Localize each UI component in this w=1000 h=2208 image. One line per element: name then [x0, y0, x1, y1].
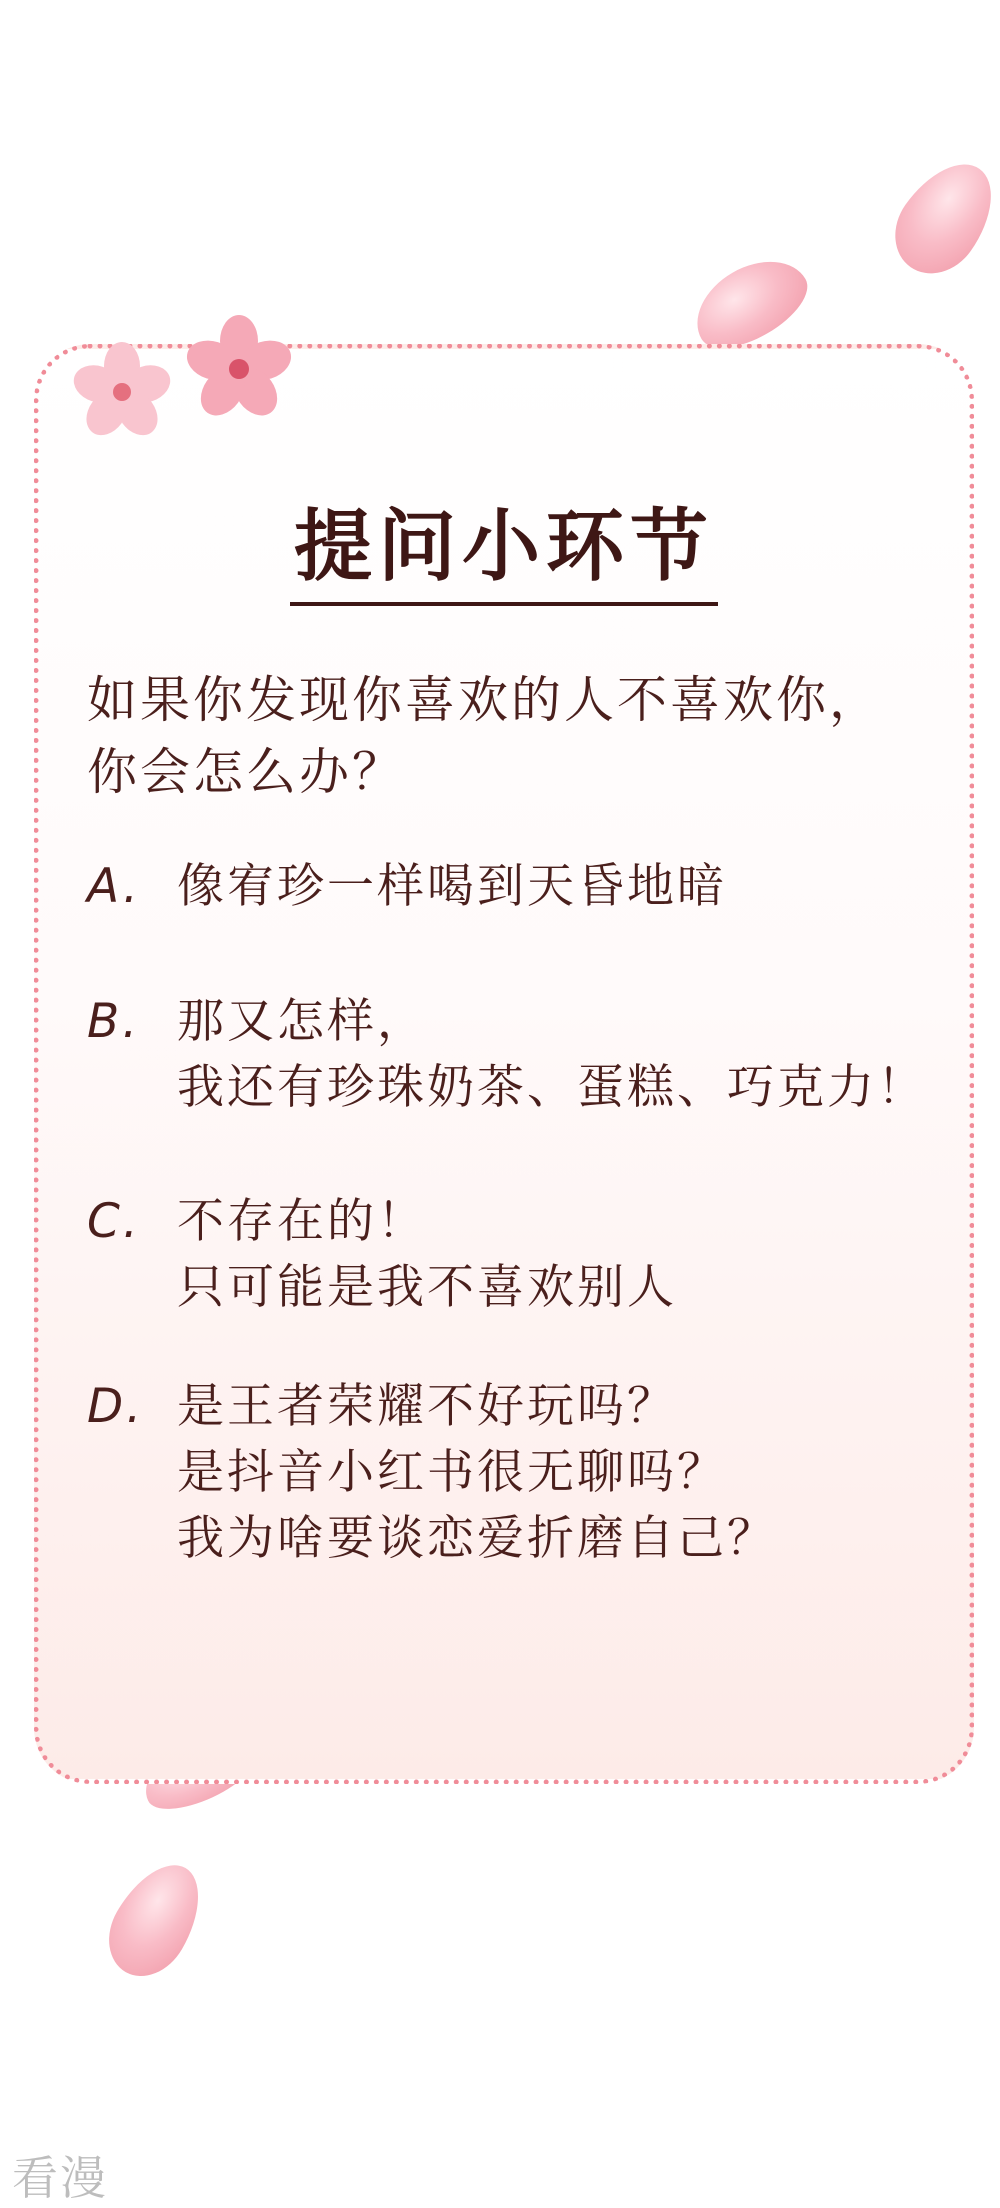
- option-line: 我为啥要谈恋爱折磨自己？: [177, 1511, 777, 1566]
- option-line: 不存在的！: [177, 1194, 427, 1249]
- watermark-logo: 看漫: [12, 2151, 108, 2205]
- question-line: 你会怎么办？: [87, 743, 405, 801]
- question-card: [34, 344, 974, 1784]
- option-letter: D.: [87, 1379, 145, 1434]
- title-text: 提问小环节: [290, 484, 718, 606]
- option-line: 只可能是我不喜欢别人: [177, 1260, 677, 1315]
- blossom-icon: [67, 337, 177, 447]
- option-line: 是抖音小红书很无聊吗？: [177, 1445, 727, 1500]
- page-title: [39, 484, 969, 606]
- option-line: 我还有珍珠奶茶、蛋糕、巧克力！: [177, 1060, 927, 1115]
- blossom-icon: [179, 309, 299, 429]
- option-letter: C.: [87, 1194, 141, 1249]
- option-letter: B.: [87, 994, 141, 1049]
- petal-decoration: [93, 1849, 218, 1990]
- option-line: 那又怎样，: [177, 994, 427, 1049]
- petal-decoration: [878, 146, 1000, 290]
- question-text: [87, 664, 947, 808]
- question-line: 如果你发现你喜欢的人不喜欢你，: [87, 671, 882, 729]
- option-letter: A.: [87, 859, 141, 914]
- option-line: 像宥珍一样喝到天昏地暗: [177, 859, 727, 914]
- option-line: 是王者荣耀不好玩吗？: [177, 1379, 677, 1434]
